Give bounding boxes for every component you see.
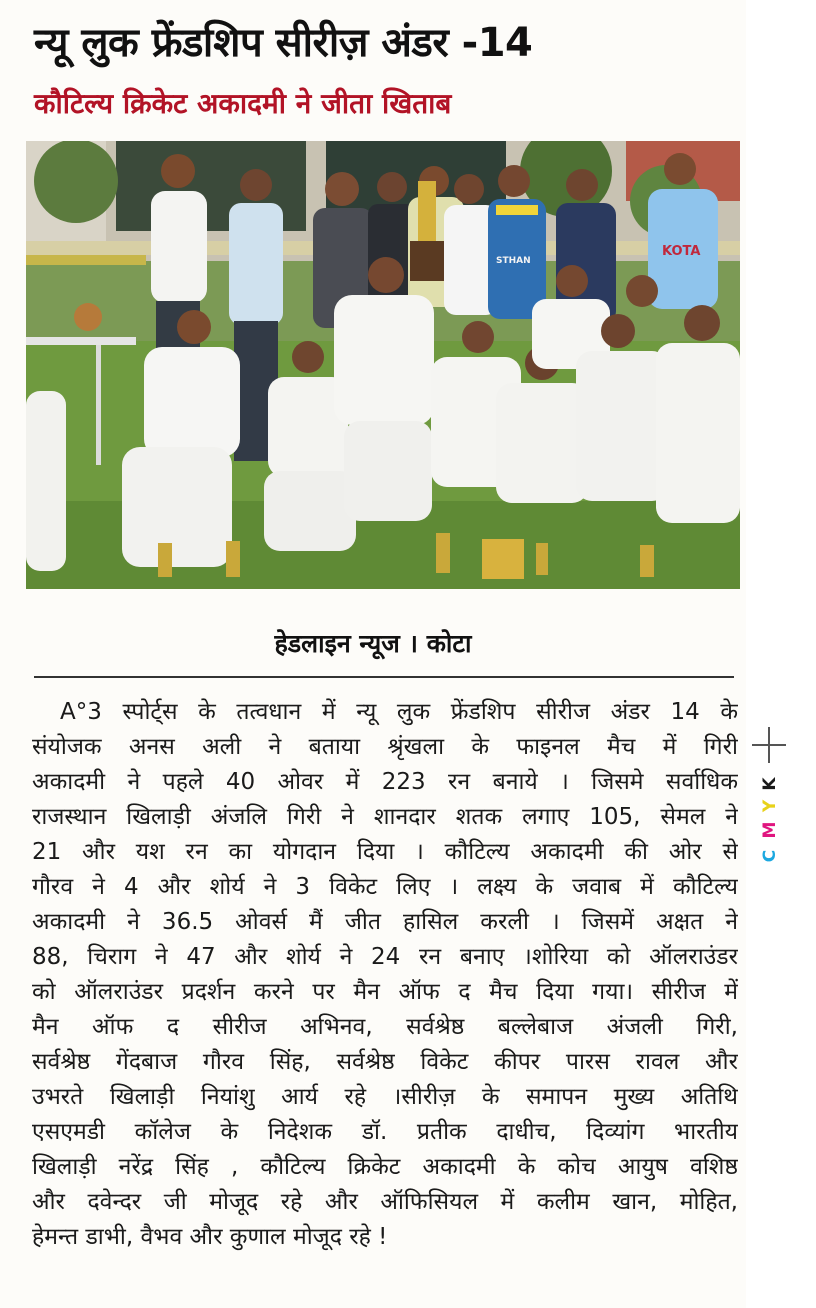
jersey-text: KOTA [662, 244, 701, 259]
team-photo [26, 141, 740, 589]
body-line: 21 और यश रन का योगदान दिया । कौटिल्य अकादमी की ओर से [32, 839, 738, 865]
body-line: राजस्थान खिलाड़ी अंजलि गिरी ने शानदार शतक लगाए 105, सेमल ने [32, 804, 738, 830]
body-line: खिलाड़ी नरेंद्र सिंह , कौटिल्य क्रिकेट अकादमी के कोच आयुष वशिष्ठ [32, 1154, 738, 1180]
registration-mark [750, 720, 790, 880]
body-line: A°3 स्पोर्ट्स के तत्वधान में न्यू लुक फ्रेंडशिप सीरीज अंडर 14 के [60, 699, 738, 725]
body-line: अकादमी ने पहले 40 ओवर में 223 रन बनाये । जिसमे सर्वाधिक [32, 769, 738, 795]
divider [34, 676, 734, 678]
cmyk-letter-y: Y [760, 799, 780, 813]
body-line: उभरते खिलाड़ी नियांशु आर्य रहे ।सीरीज़ के समापन मुख्य अतिथि [32, 1084, 738, 1110]
headline: न्यू लुक फ्रेंडशिप सीरीज़ अंडर -14 [34, 20, 533, 66]
crosshair-icon-vertical [768, 727, 770, 763]
body-line: हेमन्त डाभी, वैभव और कुणाल मोजूद रहे ! [32, 1224, 388, 1250]
article-body [32, 695, 738, 1255]
cmyk-letter-m: M [760, 821, 780, 839]
body-line: 88, चिराग ने 47 और शोर्य ने 24 रन बनाए ।शोरिया को ऑलराउंडर [32, 944, 738, 970]
body-line: संयोजक अनस अली ने बताया श्रृंखला के फाइनल मैच में गिरी [32, 734, 738, 760]
body-line: गौरव ने 4 और शोर्य ने 3 विकेट लिए । लक्ष्य के जवाब में कौटिल्य [32, 874, 738, 900]
dateline: हेडलाइन न्यूज । कोटा [274, 629, 472, 658]
subheadline: कौटिल्य क्रिकेट अकादमी ने जीता खिताब [34, 87, 452, 120]
jersey-side-text: STHAN [496, 256, 531, 266]
body-line: अकादमी ने 36.5 ओवर्स मैं जीत हासिल करली । जिसमें अक्षत ने [32, 909, 738, 935]
body-line: को ऑलराउंडर प्रदर्शन करने पर मैन ऑफ द मैच दिया गया। सीरीज में [32, 979, 738, 1005]
cmyk-letter-c: C [760, 849, 780, 863]
body-line: और दवेन्दर जी मोजूद रहे और ऑफिसियल में कलीम खान, मोहित, [32, 1189, 738, 1215]
team-photo-illustration [26, 141, 740, 589]
body-line: एसएमडी कॉलेज के निदेशक डॉ. प्रतीक दाधीच, दिव्यांग भारतीय [32, 1119, 738, 1145]
body-line: मैन ऑफ द सीरीज अभिनव, सर्वश्रेष्ठ बल्लेबाज अंजली गिरी, [32, 1014, 738, 1040]
body-line: सर्वश्रेष्ठ गेंदबाज गौरव सिंह, सर्वश्रेष्ठ विकेट कीपर पारस रावल और [32, 1049, 738, 1075]
cmyk-letter-k: K [760, 777, 780, 791]
